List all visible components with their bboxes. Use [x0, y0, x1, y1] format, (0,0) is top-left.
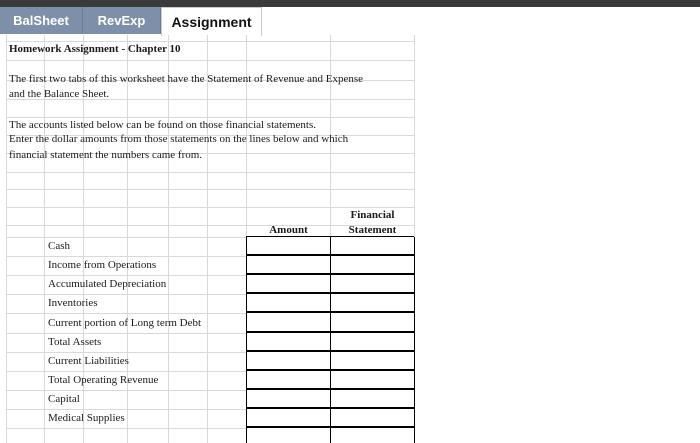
instruction-line: and the Balance Sheet.	[9, 88, 110, 100]
account-label-current-portion-ltd: Current portion of Long term Debt	[48, 317, 202, 329]
sheet-tab-bar	[0, 7, 700, 35]
grid-row-line	[6, 333, 246, 334]
tab-balsheet[interactable]: BalSheet	[0, 7, 83, 34]
grid-row-line	[6, 207, 414, 208]
account-label-income-from-operations: Income from Operations	[48, 259, 157, 271]
instruction-line: financial statement the numbers came from.	[9, 149, 203, 161]
grid-column-line	[207, 35, 208, 443]
grid-row-line	[6, 117, 414, 118]
account-label-inventories: Inventories	[48, 297, 98, 309]
grid-row-line	[6, 256, 246, 257]
financial-header: Financial	[350, 209, 395, 221]
statement-input-accumulated-depreciation[interactable]	[331, 275, 414, 292]
amount-input-current-portion-ltd[interactable]	[247, 313, 330, 330]
statement-input-income-from-operations[interactable]	[331, 256, 414, 273]
account-label-current-liabilities: Current Liabilities	[48, 355, 129, 367]
amount-input-total-assets[interactable]	[247, 333, 330, 350]
grid-row-line	[6, 275, 246, 276]
statement-input-current-liabilities[interactable]	[331, 352, 414, 369]
amount-input-medical-supplies[interactable]	[247, 409, 330, 426]
grid-row-line	[6, 390, 246, 391]
grid-row-line	[6, 172, 414, 173]
instruction-line: The first two tabs of this worksheet have the Statement of Revenue and Expense	[9, 73, 364, 85]
amount-input-cash[interactable]	[247, 237, 330, 254]
amount-header: Amount	[269, 224, 308, 236]
statement-input-current-portion-ltd[interactable]	[331, 313, 414, 330]
grid-row-line	[6, 60, 414, 61]
statement-input-medical-supplies[interactable]	[331, 409, 414, 426]
grid-row-line	[6, 41, 414, 42]
account-label-cash: Cash	[48, 240, 70, 252]
amount-input-capital[interactable]	[247, 390, 330, 407]
grid-row-line	[6, 409, 246, 410]
instruction-line: Enter the dollar amounts from those statements on the lines below and which	[9, 133, 349, 145]
amount-input-current-liabilities[interactable]	[247, 352, 330, 369]
amount-input-income-from-operations[interactable]	[247, 256, 330, 273]
account-label-total-assets: Total Assets	[48, 336, 102, 348]
grid-row-line	[6, 352, 246, 353]
grid-row-line	[6, 313, 246, 314]
amount-input-accumulated-depreciation[interactable]	[247, 275, 330, 292]
statement-input-capital[interactable]	[331, 390, 414, 407]
statement-input-cash[interactable]	[331, 237, 414, 254]
window-top-bar	[0, 0, 700, 7]
grid-row-line	[6, 189, 414, 190]
grid-column-line	[168, 35, 169, 443]
grid-row-line	[6, 237, 246, 238]
grid-row-line	[6, 294, 246, 295]
grid-column-line	[6, 35, 7, 443]
statement-input-inventories[interactable]	[331, 294, 414, 311]
amount-input-inventories[interactable]	[247, 294, 330, 311]
assignment-title: Homework Assignment - Chapter 10	[9, 43, 181, 55]
spreadsheet-grid[interactable]	[0, 35, 700, 443]
statement-input-total-operating-revenue[interactable]	[331, 371, 414, 388]
grid-row-line	[6, 371, 246, 372]
tab-revexp[interactable]: RevExp	[83, 7, 161, 34]
answer-underline	[246, 426, 414, 428]
account-label-medical-supplies: Medical Supplies	[48, 412, 125, 424]
account-label-capital: Capital	[48, 393, 80, 405]
statement-input-total-assets[interactable]	[331, 333, 414, 350]
account-label-total-operating-revenue: Total Operating Revenue	[48, 374, 159, 386]
grid-row-line	[6, 428, 246, 429]
statement-header: Statement	[348, 224, 397, 236]
tab-assignment[interactable]: Assignment	[161, 7, 262, 36]
answer-column-border	[414, 237, 415, 443]
instruction-line: The accounts listed below can be found on those financial statements.	[9, 119, 316, 131]
amount-input-total-operating-revenue[interactable]	[247, 371, 330, 388]
account-label-accumulated-depreciation: Accumulated Depreciation	[48, 278, 167, 290]
